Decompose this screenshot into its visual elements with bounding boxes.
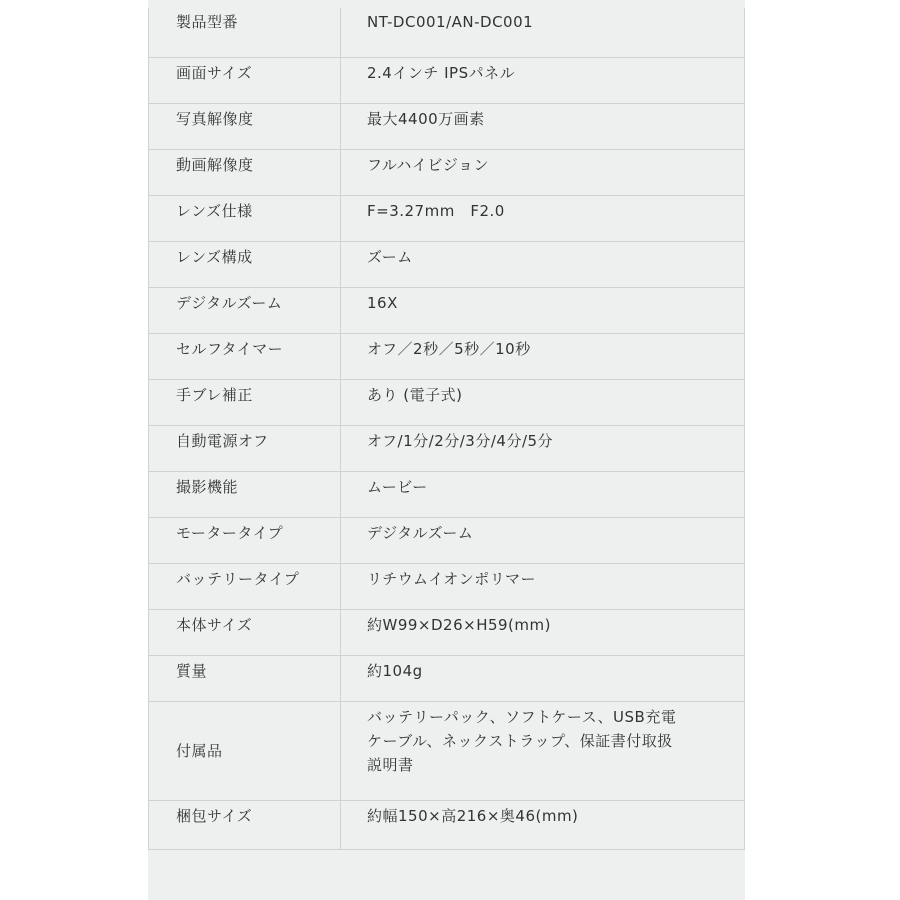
spec-label: 撮影機能 xyxy=(149,471,341,517)
spec-label: 自動電源オフ xyxy=(149,425,341,471)
spec-value: ズーム xyxy=(341,241,745,287)
spec-value: リチウムイオンポリマー xyxy=(341,563,745,609)
spec-label: モータータイプ xyxy=(149,517,341,563)
spec-row xyxy=(149,609,745,655)
spec-row xyxy=(149,563,745,609)
spec-value: ムービー xyxy=(341,471,745,517)
spec-row xyxy=(149,103,745,149)
spec-row xyxy=(149,425,745,471)
spec-table xyxy=(148,8,745,850)
spec-value: 約W99×D26×H59(mm) xyxy=(341,609,745,655)
spec-row xyxy=(149,379,745,425)
spec-value: F=3.27mm F2.0 xyxy=(341,195,745,241)
spec-label: 写真解像度 xyxy=(149,103,341,149)
spec-label: バッテリータイプ xyxy=(149,563,341,609)
spec-row xyxy=(149,8,745,57)
spec-row xyxy=(149,655,745,701)
spec-row xyxy=(149,471,745,517)
spec-label: 画面サイズ xyxy=(149,57,341,103)
spec-row xyxy=(149,149,745,195)
spec-value: 最大4400万画素 xyxy=(341,103,745,149)
spec-value: デジタルズーム xyxy=(341,517,745,563)
spec-row xyxy=(149,241,745,287)
spec-row xyxy=(149,57,745,103)
spec-row xyxy=(149,195,745,241)
spec-label: 本体サイズ xyxy=(149,609,341,655)
spec-label: 動画解像度 xyxy=(149,149,341,195)
spec-label: 付属品 xyxy=(149,701,341,800)
spec-value: 2.4インチ IPSパネル xyxy=(341,57,745,103)
spec-row xyxy=(149,333,745,379)
spec-row xyxy=(149,287,745,333)
spec-label: 梱包サイズ xyxy=(149,800,341,849)
spec-value: 約幅150×高216×奥46(mm) xyxy=(341,800,745,849)
spec-value: オフ/1分/2分/3分/4分/5分 xyxy=(341,425,745,471)
spec-label: デジタルズーム xyxy=(149,287,341,333)
spec-value: 約104g xyxy=(341,655,745,701)
spec-label: 手ブレ補正 xyxy=(149,379,341,425)
spec-value: オフ／2秒／5秒／10秒 xyxy=(341,333,745,379)
spec-value: NT-DC001/AN-DC001 xyxy=(341,8,745,57)
spec-row xyxy=(149,701,745,800)
spec-label: レンズ構成 xyxy=(149,241,341,287)
spec-value: フルハイビジョン xyxy=(341,149,745,195)
spec-label: 製品型番 xyxy=(149,8,341,57)
spec-panel xyxy=(148,0,745,900)
spec-value: 16X xyxy=(341,287,745,333)
spec-value: バッテリーパック、ソフトケース、USB充電 ケーブル、ネックストラップ、保証書付取扱 説明書 xyxy=(341,701,745,800)
spec-row xyxy=(149,800,745,849)
spec-label: セルフタイマー xyxy=(149,333,341,379)
spec-label: レンズ仕様 xyxy=(149,195,341,241)
spec-label: 質量 xyxy=(149,655,341,701)
spec-row xyxy=(149,517,745,563)
spec-value: あり (電子式) xyxy=(341,379,745,425)
